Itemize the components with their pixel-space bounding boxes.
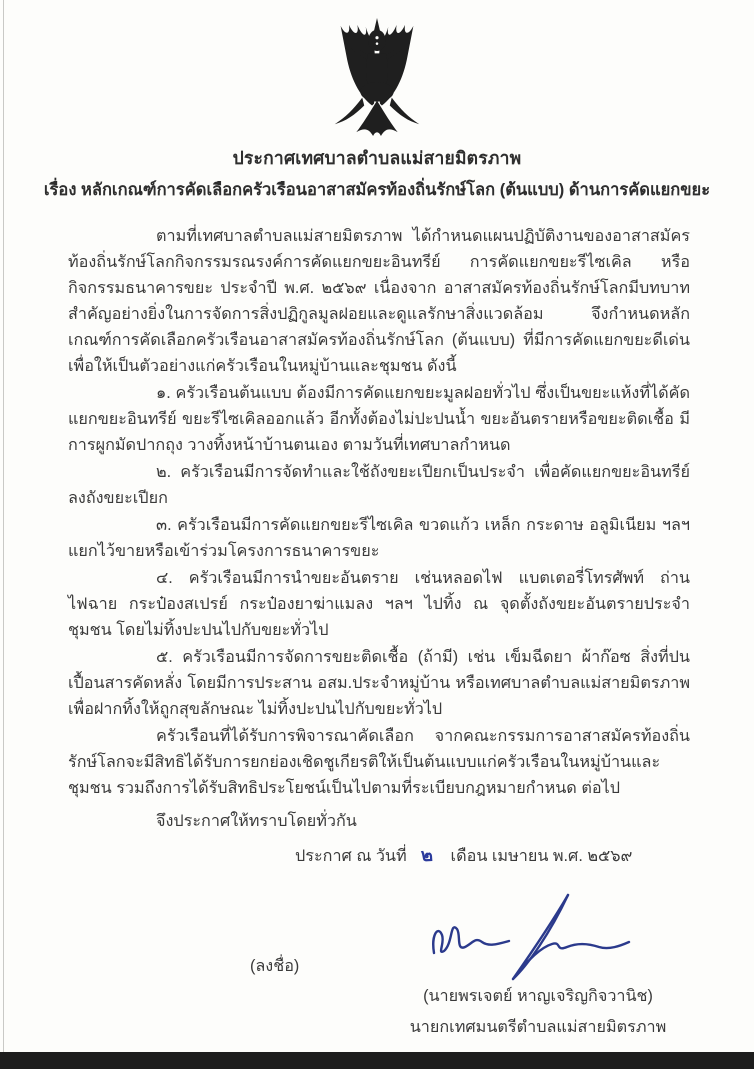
criteria-item-1: ๑. ครัวเรือนต้นแบบ ต้องมีการคัดแยกขยะมูลฝอยทั่วไป ซึ่งเป็นขยะแห้งที่ได้คัดแยกขยะอินทรีย์ ขยะรีไซเคิลออกแล้ว อีกทั้งต้องไม่ปะปนน้ำ ขยะอันตรายหรือขยะติดเชื้อ มีการผูกมัดปากถุง วางทิ้งหน้าบ้านตนเอง ตามวันที่เทศบาลกำหนด: [68, 384, 690, 454]
date-prefix: ประกาศ ณ วันที่: [295, 847, 407, 865]
criteria-item-5: ๕. ครัวเรือนมีการจัดการขยะติดเชื้อ (ถ้ามี) เช่น เข็มฉีดยา ผ้าก๊อซ สิ่งที่ปนเปื้อนสารคัดหลั่ง โดยมีการประสาน อสม.ประจำหมู่บ้าน หรือเทศบาลตำบลแม่สายมิตรภาพ เพื่อฝากทิ้งให้ถูกสุขลักษณะ ไม่ทิ้งปะปนไปกับขยะทั่วไป: [68, 648, 690, 718]
criteria-item-2: ๒. ครัวเรือนมีการจัดทำและใช้ถังขยะเปียกเป็นประจำ เพื่อคัดแยกขยะอินทรีย์ลงถังขยะเปียก: [68, 463, 690, 507]
signer-name: (นายพรเจตย์ หาญเจริญกิจวานิช): [423, 987, 653, 1005]
handwritten-day-numeral: ๒: [419, 844, 434, 866]
garuda-emblem-icon: [318, 17, 436, 141]
signature-block: [68, 883, 690, 1053]
criteria-item-3: ๓. ครัวเรือนมีการคัดแยกขยะรีไซเคิล ขวดแก้ว เหล็ก กระดาษ อลูมิเนียม ฯลฯ แยกไว้ขายหรือเข้าร่วมโครงการธนาคารขยะ: [68, 516, 690, 560]
intro-paragraph: ตามที่เทศบาลตำบลแม่สายมิตรภาพ ได้กำหนดแผนปฏิบัติงานของอาสาสมัครท้องถิ่นรักษ์โลกกิจกรรมรณรงค์การคัดแยกขยะอินทรีย์ การคัดแยกขยะรีไซเคิล หรือกิจกรรมธนาคารขยะ ประจำปี พ.ศ. ๒๕๖๙ เนื่องจาก อาสาสมัครท้องถิ่นรักษ์โลกมีบทบาทสำคัญอย่างยิ่งในการจัดการสิ่งปฏิกูลมูลฝอยและดูแลรักษาสิ่งแวดล้อม จึงกำหนดหลักเกณฑ์การคัดเลือกครัวเรือนอาสาสมัครท้องถิ่นรักษ์โลก (ต้นแบบ) ที่มีการคัดแยกขยะดีเด่น เพื่อให้เป็นตัวอย่างแก่ครัวเรือนในหมู่บ้านและชุมชน ดังนี้: [68, 227, 690, 375]
criteria-item-4: ๔. ครัวเรือนมีการนำขยะอันตราย เช่นหลอดไฟ แบตเตอรี่โทรศัพท์ ถ่านไฟฉาย กระป๋องสเปรย์ กระป๋องยาฆ่าแมลง ฯลฯ ไปทิ้ง ณ จุดตั้งถังขยะอันตรายประจำชุมชน โดยไม่ทิ้งปะปนไปกับขยะทั่วไป: [68, 569, 690, 639]
scan-edge-line: [3, 0, 4, 1052]
signature-ink-icon: [416, 891, 651, 983]
document-body: [68, 223, 690, 1053]
emblem-container: [0, 0, 754, 140]
date-line: [68, 842, 690, 869]
document-title: ประกาศเทศบาลตำบลแม่สายมิตรภาพ: [232, 148, 522, 168]
signer-position: นายกเทศมนตรีตำบลแม่สายมิตรภาพ: [409, 1018, 667, 1036]
announce-line: จึงประกาศให้ทราบโดยทั่วกัน: [156, 812, 357, 830]
closing-paragraph: ครัวเรือนที่ได้รับการพิจารณาคัดเลือก จากคณะกรรมการอาสาสมัครท้องถิ่นรักษ์โลกจะมีสิทธิได้รับการยกย่องเชิดชูเกียรติให้เป็นต้นแบบแก่ครัวเรือนในหมู่บ้านและชุมชน รวมถึงการได้รับสิทธิประโยชน์เป็นไปตามที่ระเบียบกฎหมายกำหนด ต่อไป: [68, 727, 690, 797]
date-suffix: เดือน เมษายน พ.ศ. ๒๕๖๙: [450, 847, 633, 865]
signature-label: (ลงชื่อ): [250, 957, 300, 975]
document-subject-line: เรื่อง หลักเกณฑ์การคัดเลือกครัวเรือนอาสาสมัครท้องถิ่นรักษ์โลก (ต้นแบบ) ด้านการคัดแยกขยะ: [43, 181, 711, 199]
scan-bottom-band: [0, 1052, 754, 1069]
